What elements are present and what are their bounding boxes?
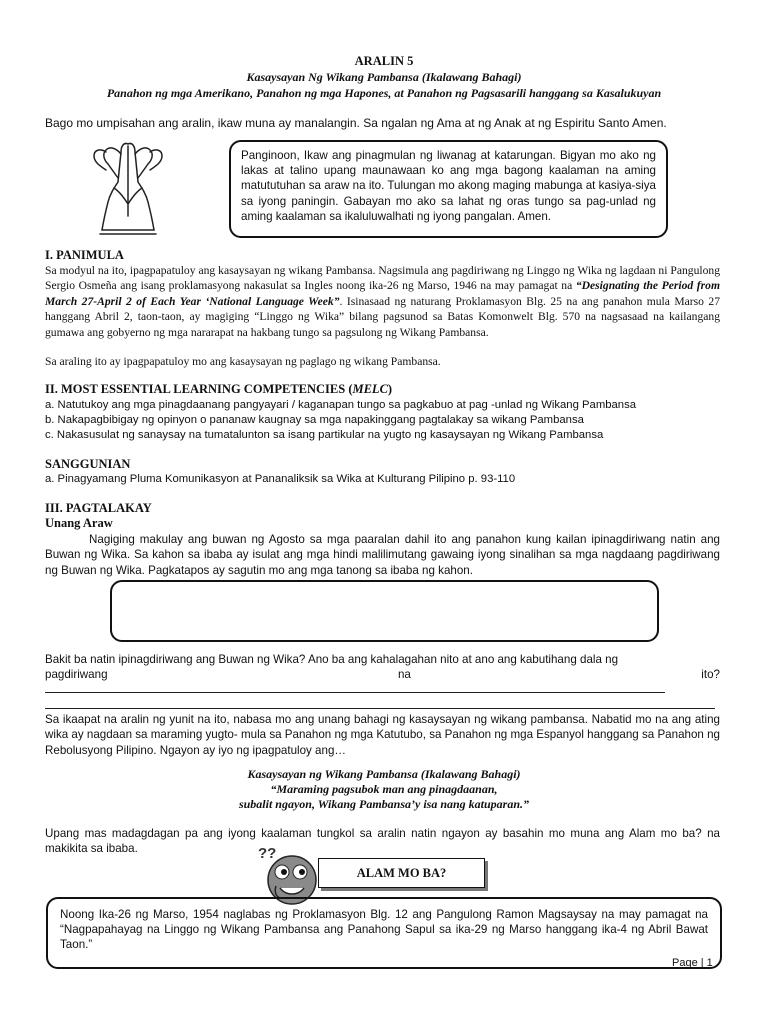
- info-text: Noong Ika-26 ng Marso, 1954 naglabas ng Proklamasyon Blg. 12 ang Pangulong Ramon Magsaysay na may pamagat na “Nagpapahayag na Linggo ng Wikang Pambansa ang Panahong Sapul sa ika-29 ng Marso hanggang ika-4 ng Abril Bawat Taon.”: [60, 908, 708, 952]
- lesson-periods: Panahon ng mga Amerikano, Panahon ng mga Hapones, at Panahon ng Pagsasarili hanggang sa Kasalukuyan: [106, 86, 662, 100]
- recap-paragraph: Sa ikaapat na aralin ng yunit na ito, nabasa mo ang unang bahagi ng kasaysayan ng wikang pambansa. Nabatid mo na ang ating wika ay nagdaan sa maraming yugto- mula sa Panahon ng mga Katutubo, sa Panahon ng mga Espanyol hanggang sa Panahon ng Rebolusyong Pilipino. Ngayon ay iyo ng ipagpatuloy ang…: [45, 713, 720, 757]
- alam-intro: Upang mas madagdagan pa ang iyong kaalaman tungkol sa aralin natin ngayon ay basahin mo muna ang Alam mo ba? na makikita sa ibaba.: [45, 827, 720, 856]
- question-word: pagdiriwang: [45, 668, 108, 681]
- answer-line[interactable]: [45, 692, 665, 693]
- question-word: na: [397, 668, 411, 681]
- answer-box[interactable]: [110, 580, 659, 642]
- page-number: Page | 1: [672, 957, 713, 969]
- melc-item: b. Nakapagbibigay ng opinyon o pananaw kaugnay sa mga napakinggang pagtalakay sa wikang Pambansa: [45, 414, 584, 426]
- quote-line-2: subalit ngayon, Wikang Pambansa’y isa nang katuparan.”: [238, 797, 530, 811]
- prayer-text: Panginoon, Ikaw ang pinagmulan ng liwanag at katarungan. Bigyan mo ako ng lakas at talino upang maunawaan ko ang mga bagong kaalaman na aming matututuhan sa araw na ito. Tulungan mo akong maging mabunga at kasiya-siya sa iyong paningin. Gabayan mo ako sa lahat ng oras tungo sa pag-unlad ng aming kaalaman sa ikaluluwalhati ng iyong pangalan. Amen.: [241, 149, 656, 223]
- alam-label-box: [318, 858, 485, 888]
- melc-item: a. Natutukoy ang mga pinagdaanang pangyayari / kaganapan tungo sa pagkabuo at pag -unlad ng Wikang Pambansa: [45, 399, 637, 411]
- prayer-box: [229, 140, 668, 238]
- day-label: Unang Araw: [45, 516, 113, 530]
- melc-heading-a: II. MOST ESSENTIAL LEARNING COMPETENCIES (: [45, 382, 353, 396]
- question-line-2: [45, 667, 720, 682]
- melc-heading-c: ): [387, 382, 393, 396]
- alam-label: ALAM MO BA?: [356, 866, 447, 880]
- melc-item: c. Nakasusulat ng sanaysay na tumatalunton sa isang partikular na yugto ng kasaysayan ng Wikang Pambansa: [45, 429, 604, 441]
- info-box: [46, 897, 722, 969]
- question-line-1: Bakit ba natin ipinagdiriwang ang Buwan ng Wika? Ano ba ang kahalagahan nito at ano ang kabutihang dala ng: [45, 653, 619, 666]
- sanggunian-item: a. Pinagyamang Pluma Komunikasyon at Pananaliksik sa Wika at Kulturang Pilipino p. 93-110: [45, 473, 516, 485]
- quote-line-1: “Maraming pagsubok man ang pinagdaanan,: [270, 782, 498, 796]
- panimula-paragraph-2: Sa araling ito ay ipagpapatuloy mo ang kasaysayan ng paglago ng wikang Pambansa.: [45, 355, 441, 368]
- melc-heading: [45, 382, 392, 397]
- prayer-intro: Bago mo umpisahan ang aralin, ikaw muna ay manalangin. Sa ngalan ng Ama at ng Anak at ng Espiritu Santo Amen.: [45, 116, 667, 130]
- pagtalakay-paragraph: Nagiging makulay ang buwan ng Agosto sa mga paaralan dahil ito ang panahon kung kailan ipinagdiriwang natin ang Buwan ng Wika. Sa kahon sa ibaba ay isulat ang mga hindi malilimutang gawaing iyong sinalihan sa mga nagdaang pagdiriwang ng Buwan ng Wika. Pagkatapos ay sagutin mo ang mga tanong sa ibaba ng kahon.: [45, 533, 720, 577]
- lesson-subtitle: Kasaysayan Ng Wikang Pambansa (Ikalawang Bahagi): [246, 70, 522, 84]
- panimula-paragraph: [45, 263, 720, 340]
- lesson-title: ARALIN 5: [354, 54, 414, 68]
- answer-line[interactable]: [45, 708, 715, 709]
- sanggunian-heading: SANGGUNIAN: [45, 457, 131, 471]
- panimula-heading: I. PANIMULA: [45, 248, 124, 262]
- question-marks: ??: [258, 845, 277, 862]
- panimula-text-c: . Isinasaad ng naturang Proklamasyon Blg. 25 na ang panahon mula Marso 27 hanggang Abril 2, taon-taon, ay magiging “Linggo ng Wika” bilang pagsunod sa Batas Komonwelt Blg. 570 na nagsasaad na kailangang gumawa ang gobyerno ng mga nararapat na hakbang tungo sa pagsulong ng Wikang Pambansa.: [45, 294, 720, 339]
- quote-title: Kasaysayan ng Wikang Pambansa (Ikalawang Bahagi): [247, 767, 521, 781]
- melc-heading-b: MELC: [352, 382, 388, 396]
- praying-hands-icon: [88, 138, 168, 240]
- proclamation-title: “Designating the Period from March 27-April 2 of Each Year ‘National Language Week”: [45, 279, 720, 308]
- pagtalakay-heading: III. PAGTALAKAY: [45, 501, 152, 515]
- panimula-text-a: Sa modyul na ito, ipagpapatuloy ang kasaysayan ng wikang Pambansa. Nagsimula ang pagdiriwang ng Linggo ng Wika ng lagdaan ni Pangulong Sergio Osmeña ang isang proklamasyong nakasulat sa Ingles noong ika-26 ng Marso, 1946 na may pamagat na: [45, 264, 720, 293]
- question-word: ito?: [701, 668, 720, 681]
